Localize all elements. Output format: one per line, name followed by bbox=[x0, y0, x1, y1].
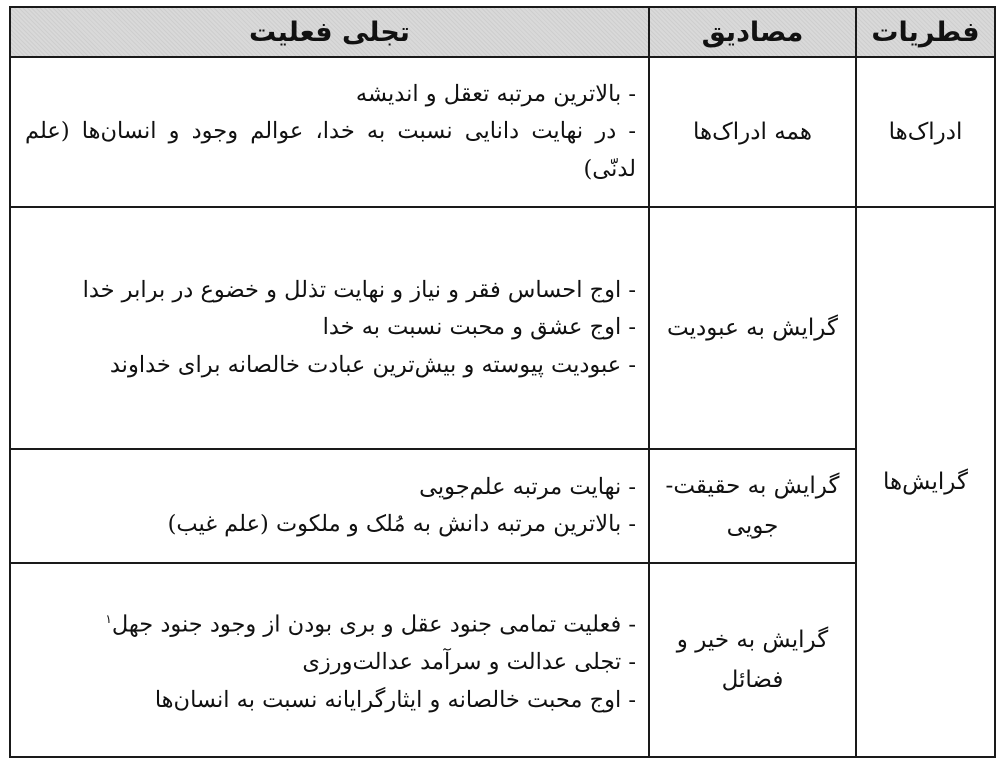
manifestation-line: - اوج احساس فقر و نیاز و نهایت تذلل و خضوع در برابر خدا bbox=[82, 276, 636, 303]
table-row bbox=[10, 449, 995, 563]
header-tajalli: تجلی فعلیت bbox=[10, 7, 649, 57]
manifestation-line: - بالاترین مرتبه دانش به مُلک و ملکوت (علم غیب) bbox=[167, 511, 636, 537]
manifestation-line: - نهایت مرتبه علم‌جویی bbox=[419, 473, 636, 500]
fitriyat-table bbox=[9, 6, 996, 758]
manifestation-line: - بالاترین مرتبه تعقل و اندیشه bbox=[355, 80, 636, 107]
header-masadiq: مصادیق bbox=[649, 7, 856, 57]
manifestation-cell bbox=[10, 57, 649, 207]
manifestation-text: - فعلیت تمامی جنود عقل و بری بودن از وجود جنود جهل bbox=[111, 611, 636, 638]
instance-cell: گرایش به خیر و فضائل bbox=[649, 563, 856, 757]
table-header-row bbox=[10, 7, 995, 57]
table-row bbox=[10, 57, 995, 207]
instance-cell: گرایش به عبودیت bbox=[649, 207, 856, 449]
table-row bbox=[10, 207, 995, 449]
category-cell: گرایش‌ها bbox=[856, 207, 995, 757]
manifestation-cell bbox=[10, 207, 649, 449]
instance-cell: گرایش به حقیقت‌-جویی bbox=[649, 449, 856, 563]
manifestation-line bbox=[25, 601, 636, 644]
category-cell: ادراک‌ها bbox=[856, 57, 995, 207]
manifestation-cell bbox=[10, 449, 649, 563]
footnote-mark: ۱ bbox=[105, 612, 112, 626]
manifestation-line: - در نهایت دانایی نسبت به خدا، عوالم وجود و انسان‌ها (علم لدنّی) bbox=[25, 118, 636, 182]
manifestation-line: - اوج محبت خالصانه و ایثارگرایانه نسبت به انسان‌ها bbox=[154, 686, 636, 713]
manifestation-line: - اوج عشق و محبت نسبت به خدا bbox=[322, 314, 636, 341]
header-fitriyat: فطریات bbox=[856, 7, 995, 57]
manifestation-line: - عبودیت پیوسته و بیش‌ترین عبادت خالصانه برای خداوند bbox=[109, 351, 636, 378]
instance-cell: همه ادراک‌ها bbox=[649, 57, 856, 207]
manifestation-line: - تجلی عدالت و سرآمد عدالت‌ورزی bbox=[302, 649, 636, 675]
